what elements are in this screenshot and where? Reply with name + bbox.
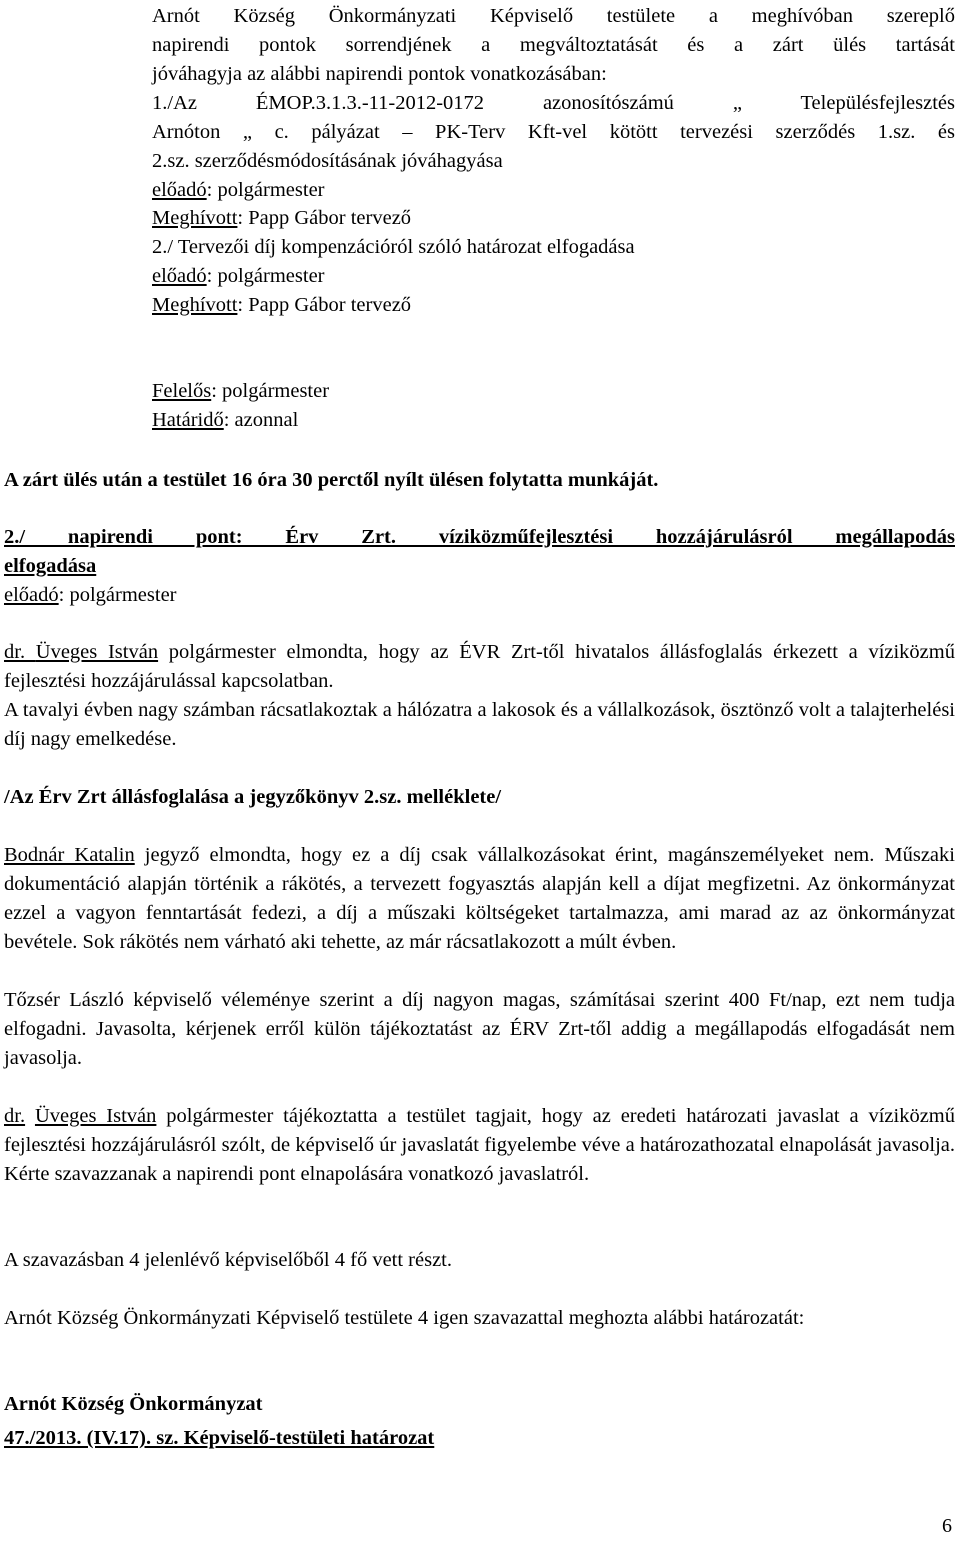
agenda-item-1-presenter: [152, 176, 955, 205]
mayor-proposal: [4, 1102, 955, 1189]
approval-line: napirendi pontok sorrendjének a megváltoztatását és a zárt ülés tartását: [152, 34, 955, 56]
clerk-statement: [4, 841, 955, 957]
agenda-item-1-line: Arnóton „ c. pályázat – PK-Terv Kft-vel kötött tervezési szerződés 1.sz. és: [152, 121, 955, 143]
attachment-note: /Az Érv Zrt állásfoglalása a jegyzőkönyv 2.sz. melléklete/: [4, 786, 502, 808]
agenda-item-1-line-last: 2.sz. szerződésmódosításának jóváhagyása: [152, 150, 503, 172]
representative-statement: Tőzsér László képviselő véleménye szerint a díj nagyon magas, számításai szerint 400 Ft/nap, ezt nem tudja elfogadni. Javasolta, kérjenek erről külön tájékoztatást az ÉRV Zrt-től addig a megállapodás elfogadását nem javasolja.: [4, 989, 955, 1069]
presenter-value: : polgármester: [206, 265, 325, 287]
page-number: 6: [942, 1515, 952, 1537]
presenter-label: előadó: [152, 179, 207, 201]
vote-participation: A szavazásban 4 jelenlévő képviselőből 4 fő vett részt.: [4, 1249, 453, 1271]
clerk-name: Bodnár Katalin: [4, 844, 135, 866]
deadline-label: Határidő: [152, 409, 224, 431]
mayor-title: dr.: [4, 1105, 26, 1127]
mayor-name: Üveges István: [35, 641, 159, 663]
presenter-value: : polgármester: [58, 584, 177, 606]
approval-line: Arnót Község Önkormányzati Képviselő testülete a meghívóban szereplő: [152, 5, 955, 27]
presenter-label: előadó: [152, 265, 207, 287]
mayor-statement: [4, 638, 955, 696]
invited-value: : Papp Gábor tervező: [237, 207, 412, 229]
clerk-statement-text: jegyző elmondta, hogy ez a díj csak vállalkozásokat érint, magánszemélyeket nem. Műszaki dokumentáció alapján történik a rákötés, a tervezett fogyasztás alapján kell a díjat megfizetni. Az önkormányzat ezzel a vagyon fenntartását fedezi, a díj a műszaki költségeket tartalmazza, ami marad az az önkormányzat bevétele. Sok rákötés nem várható aki tehette, az már rácsatlakozott a múlt évben.: [4, 844, 955, 953]
agenda-item-1-invited: [152, 204, 955, 233]
responsible-value: : polgármester: [211, 380, 330, 402]
mayor-name: Üveges István: [34, 1105, 157, 1127]
agenda-item-2: 2./ Tervezői díj kompenzációról szóló határozat elfogadása: [152, 236, 635, 258]
connection-paragraph: A tavalyi évben nagy számban rácsatlakoztak a hálózatra a lakosok és a vállalkozások, ösztönző volt a talajterhelési díj nagy emelkedése.: [4, 699, 955, 750]
agenda-2-presenter: [4, 581, 955, 610]
invited-label: Meghívott: [152, 207, 238, 229]
deadline-value: : azonnal: [223, 409, 299, 431]
resolution-number: [4, 1424, 955, 1453]
agenda-item-1: [152, 89, 955, 147]
responsible-label: Felelős: [152, 380, 212, 402]
mayor-proposal-text: polgármester tájékoztatta a testület tagjait, hogy az eredeti határozati javaslat a víziközmű fejlesztési hozzájárulásról szólt, de képviselő úr javaslatát figyelembe véve a határozathozatal elnapolását javasolja. Kérte szavazzanak a napirendi pont elnapolására vonatkozó javaslatról.: [4, 1105, 955, 1185]
agenda-item-2-invited: [152, 291, 955, 320]
responsible-line: [152, 377, 955, 406]
approval-line-last: jóváhagyja az alábbi napirendi pontok vonatkozásában:: [152, 63, 607, 85]
resolution-number-text: 47./2013. (IV.17). sz. Képviselő-testületi határozat: [4, 1427, 435, 1449]
resolution-issuer: Arnót Község Önkormányzat: [4, 1393, 263, 1415]
presenter-label: előadó: [4, 584, 59, 606]
presenter-value: : polgármester: [206, 179, 325, 201]
agenda-item-2-presenter: [152, 262, 955, 291]
approval-statement: [152, 2, 955, 60]
decision-statement: Arnót Község Önkormányzati Képviselő testülete 4 igen szavazattal meghozta alábbi határozatát:: [4, 1307, 805, 1329]
invited-label: Meghívott: [152, 294, 238, 316]
agenda-2-heading: 2./ napirendi pont: Érv Zrt. víziközműfejlesztési hozzájárulásról megállapodás: [4, 526, 955, 548]
mayor-statement-text: polgármester elmondta, hogy az ÉVR Zrt-től hivatalos állásfoglalás érkezett a víziközmű fejlesztési hozzájárulással kapcsolatban.: [4, 641, 955, 692]
mayor-title: dr.: [4, 641, 36, 663]
agenda-2-heading-last: elfogadása: [4, 555, 97, 577]
deadline-line: [152, 406, 955, 435]
session-resume-text: A zárt ülés után a testület 16 óra 30 perctől nyílt ülésen folytatta munkáját.: [4, 469, 659, 491]
invited-value: : Papp Gábor tervező: [237, 294, 412, 316]
agenda-item-1-line: 1./Az ÉMOP.3.1.3.-11-2012-0172 azonosítószámú „ Településfejlesztés: [152, 92, 955, 114]
